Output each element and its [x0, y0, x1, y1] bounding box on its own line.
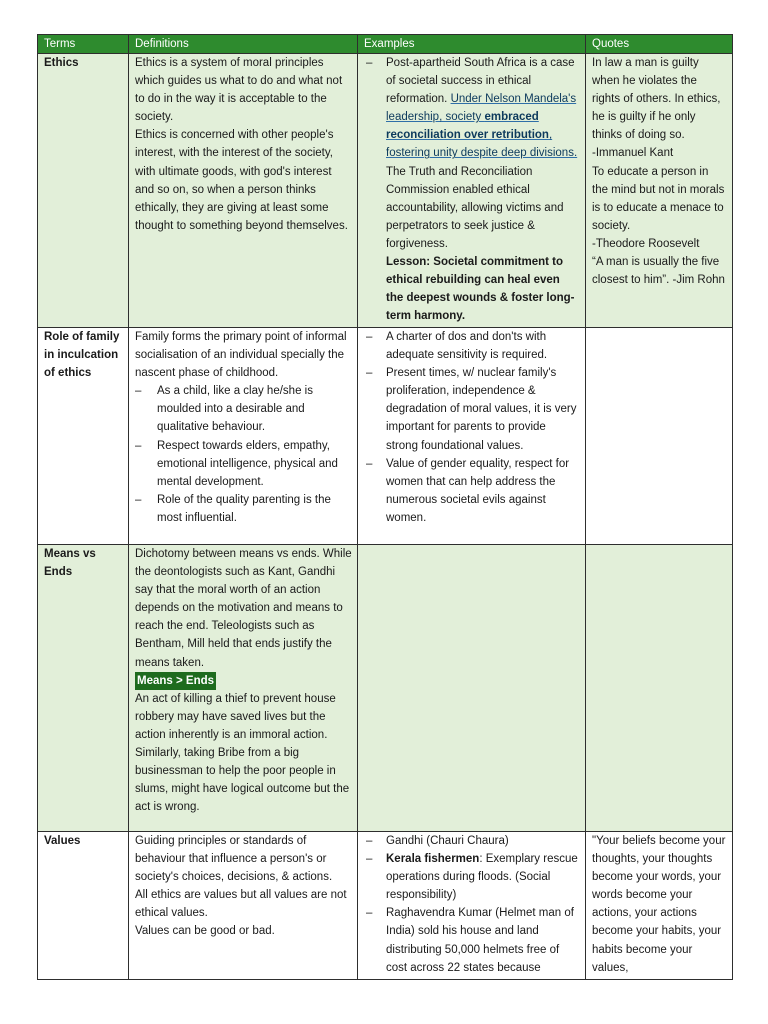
- term-cell: [38, 832, 129, 980]
- table-row-ethics: [38, 54, 733, 328]
- example-cell: [358, 832, 586, 980]
- values-definition-2: All ethics are values but all values are not ethical values.: [135, 889, 347, 920]
- term-family: Role of family in inculcation of ethics: [44, 331, 120, 380]
- list-item: – Raghavendra Kumar (Helmet man of India) sold his house and land distributing 50,000 helmets free of cost across 22 states because: [364, 904, 580, 976]
- quote-cell: [586, 832, 733, 980]
- quote-rohn: “A man is usually the five closest to him”. -Jim Rohn: [592, 256, 725, 287]
- document-page: [37, 34, 732, 980]
- term-ethics: Ethics: [44, 57, 79, 69]
- quote-cell: [586, 328, 733, 545]
- ethics-example-link-2: , fostering unity despite deep divisions.: [386, 129, 578, 160]
- quote-roosevelt-author: -Theodore Roosevelt: [592, 237, 700, 250]
- quote-cell: [586, 54, 733, 328]
- ethics-example: [364, 54, 580, 325]
- ethics-example-intro: Post-apartheid South Africa is a case of societal success in ethical reformation.: [386, 57, 575, 106]
- quote-kant: In law a man is guilty when he violates the rights of others. In ethics, he is guilty if he only thinks of doing so.: [592, 57, 721, 142]
- means-definition-3: Similarly, taking Bribe from a big businessman to help the poor people in slums, might have logical outcome but the act is wrong.: [135, 747, 350, 814]
- ethics-example-rest: The Truth and Reconciliation Commission enabled ethical accountability, allowing victims and perpetrators to seek justice & forgiveness.: [386, 165, 564, 250]
- list-item: – Value of gender equality, respect for women that can help address the numerous societal evils against women.: [364, 455, 580, 527]
- table-row-family: [38, 328, 733, 545]
- quote-roosevelt: To educate a person in the mind but not in morals is to educate a menace to society.: [592, 165, 725, 232]
- definition-cell: [129, 328, 358, 545]
- definition-cell: [129, 545, 358, 832]
- ethics-example-lesson: Lesson: Societal commitment to ethical rebuilding can heal even the deepest wounds & foster long-term harmony.: [386, 256, 575, 323]
- quote-cell: [586, 545, 733, 832]
- ethics-definition-2: Ethics is concerned with other people's interest, with the interest of the society, with ultimate goods, with god's interest and so on, so when a person thinks ethically, they are giving at least some thought to something beyond themselves.: [135, 129, 348, 232]
- example-cell: [358, 328, 586, 545]
- ethics-definition-1: Ethics is a system of moral principles which guides us what to do and what not to do in the way it is acceptable to the society.: [135, 57, 343, 124]
- ethics-example-link-bold: embraced reconciliation over retribution: [386, 111, 549, 142]
- kerala-fishermen-label: Kerala fishermen: [386, 853, 480, 866]
- example-cell: [358, 54, 586, 328]
- list-item: – Respect towards elders, empathy, emotional intelligence, physical and mental development.: [135, 437, 352, 491]
- kerala-fishermen-text: : Exemplary rescue operations during floods. (Social responsibility): [386, 853, 578, 902]
- list-item: – A charter of dos and don'ts with adequate sensitivity is required.: [364, 328, 580, 364]
- table-row-values: [38, 832, 733, 980]
- quote-kant-author: -Immanuel Kant: [592, 147, 674, 160]
- definition-cell: [129, 54, 358, 328]
- term-means-vs-ends: Means vs Ends: [44, 548, 96, 579]
- values-quote: "Your beliefs become your thoughts, your thoughts become your words, your words become your actions, your actions become your habits, your habits become your values,: [592, 835, 726, 974]
- header-examples: Examples: [358, 35, 586, 54]
- means-over-ends-badge: Means > Ends: [135, 672, 216, 690]
- list-item: – Gandhi (Chauri Chaura): [364, 832, 580, 850]
- means-definition-1: Dichotomy between means vs ends. While the deontologists such as Kant, Gandhi say that the moral worth of an action depends on the motivation and means to reach the end. Teleologists such as Bentham, Mill held that ends justify the means taken.: [135, 548, 352, 669]
- header-quotes: Quotes: [586, 35, 733, 54]
- means-definition-2: An act of killing a thief to prevent house robbery may have saved lives but the action inherently is an immoral action.: [135, 692, 336, 741]
- term-values: Values: [44, 835, 81, 847]
- list-item: [364, 850, 580, 904]
- term-cell: [38, 54, 129, 328]
- values-definition-3: Values can be good or bad.: [135, 925, 275, 938]
- means-badge-line: [135, 672, 352, 690]
- header-terms: Terms: [38, 35, 129, 54]
- list-item: – As a child, like a clay he/she is moulded into a desirable and qualitative behaviour.: [135, 382, 352, 436]
- list-item: – Role of the quality parenting is the most influential.: [135, 491, 352, 527]
- definition-cell: [129, 832, 358, 980]
- ethics-example-link-1: Under Nelson Mandela's leadership, society: [386, 93, 577, 124]
- header-definitions: Definitions: [129, 35, 358, 54]
- example-cell: [358, 545, 586, 832]
- table-row-means-vs-ends: [38, 545, 733, 832]
- list-item: – Present times, w/ nuclear family's proliferation, independence & degradation of moral values, it is very important for parents to provide strong foundational values.: [364, 364, 580, 454]
- family-definition-intro: Family forms the primary point of informal socialisation of an individual specially the nascent phase of childhood.: [135, 331, 347, 380]
- values-definition-1: Guiding principles or standards of behaviour that influence a person's or society's choices, decisions, & actions.: [135, 835, 333, 884]
- header-row: [38, 35, 733, 54]
- term-cell: [38, 328, 129, 545]
- ethics-notes-table: [37, 34, 733, 980]
- term-cell: [38, 545, 129, 832]
